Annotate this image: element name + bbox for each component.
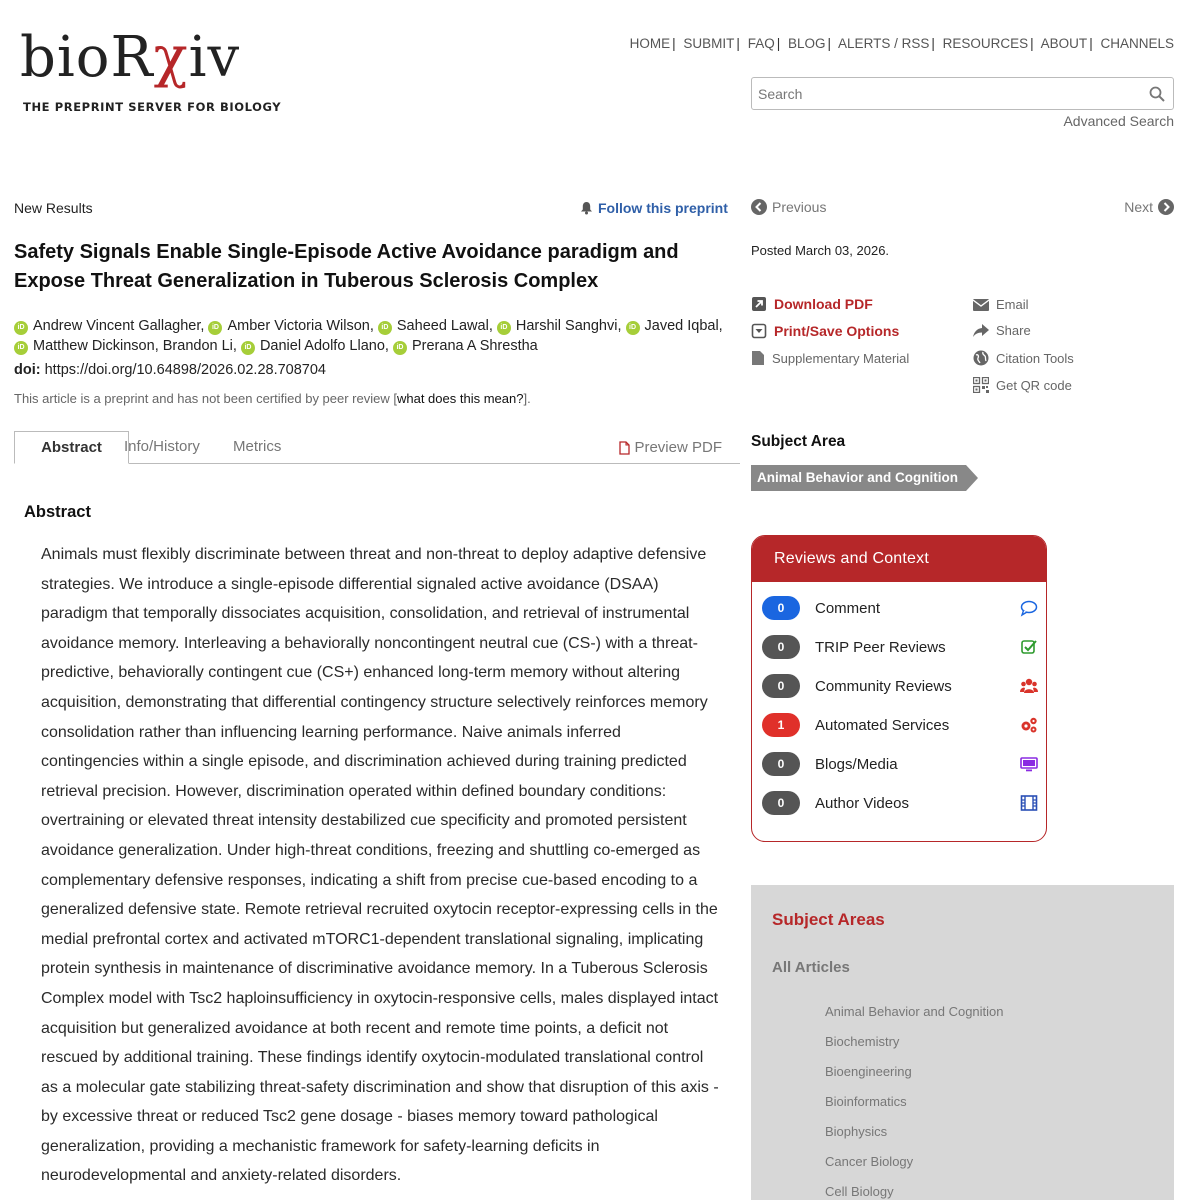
reviews-context-heading: Reviews and Context — [752, 536, 1046, 582]
all-articles-link[interactable]: All Articles — [772, 959, 850, 976]
comment-icon — [1020, 599, 1038, 617]
author-name[interactable]: Harshil Sanghvi — [515, 318, 618, 334]
citation-tools-link[interactable]: Citation Tools — [973, 350, 1074, 366]
reviews-context-panel — [751, 535, 1047, 842]
tab-abstract[interactable]: Abstract — [14, 431, 129, 464]
count-badge: 0 — [762, 791, 800, 815]
orcid-icon[interactable]: iD — [378, 321, 392, 335]
review-label: Blogs/Media — [815, 755, 898, 773]
qr-code-link[interactable]: Get QR code — [973, 377, 1072, 393]
orcid-icon[interactable]: iD — [626, 321, 640, 335]
subject-areas-heading: Subject Areas — [772, 910, 885, 929]
share-link[interactable]: Share — [973, 323, 1031, 338]
subject-area-heading: Subject Area — [751, 433, 846, 450]
subject-link[interactable]: Animal Behavior and Cognition — [825, 1004, 1004, 1019]
next-link[interactable] — [1124, 199, 1174, 215]
review-label: Automated Services — [815, 716, 950, 734]
subject-link[interactable]: Biophysics — [825, 1124, 888, 1139]
author-name[interactable]: Amber Victoria Wilson — [227, 318, 370, 334]
preprint-disclaimer: This article is a preprint and has not been certified by peer review [what does this mean?]. — [14, 391, 531, 406]
nav-blog[interactable]: BLOG — [788, 36, 826, 51]
orcid-icon[interactable]: iD — [497, 321, 511, 335]
previous-link[interactable] — [751, 199, 826, 215]
article-title: Safety Signals Enable Single-Episode Active Avoidance paradigm and Expose Threat Generalization in Tuberous Sclerosis Complex — [14, 241, 679, 292]
review-label: TRIP Peer Reviews — [815, 638, 946, 656]
review-row-community-reviews[interactable] — [762, 674, 1038, 698]
print-save-options-button[interactable]: Print/Save Options — [751, 323, 899, 339]
follow-label: Follow this preprint — [598, 200, 728, 216]
nav-alerts-rss[interactable]: ALERTS / RSS — [838, 36, 930, 51]
globe-icon — [973, 350, 989, 366]
follow-preprint-button[interactable] — [580, 200, 728, 216]
preview-pdf-link[interactable] — [619, 431, 722, 464]
biorxiv-logo[interactable] — [20, 25, 282, 114]
logo-tagline: THE PREPRINT SERVER FOR BIOLOGY — [23, 100, 282, 114]
envelope-icon — [973, 299, 989, 311]
search-box — [751, 77, 1174, 110]
abstract-text: Animals must flexibly discriminate between threat and non-threat to deploy adaptive defensive strategies. We introduce a single-episode differential signaled active avoidance (DSAA) paradigm that temporally dissociates acquisition, consolidation, and retrieval of instrumental avoidance memory. Interleaving a behaviorally noncontingent neutral cue (CS-) with a threat-predictive, behaviorally contingent cue (CS+) enhanced long-term memory without altering acquisition, demonstrating that differential contingency structure selectively reinforces memory consolidation rather than influencing learning performance. Naive animals inferred contingencies within a single episode, and discrimination achieved during training predicted retrieval precision. However, discrimination operated within defined boundary conditions: overtraining or elevated threat intensity destabilized cue specificity and promoted persistent avoidance generalization. Under high-threat conditions, freezing and shuttling co-emerged as complementary defensive responses, indicating a shift from precise cue-based encoding to a generalized defensive state. Remote retrieval recruited oxytocin receptor-expressing cells in the medial prefrontal cortex and activated mTORC1-dependent translational signaling, implicating protein synthesis in maintenance of discriminative avoidance memory. In a Tuberous Sclerosis Complex model with Tsc2 haploinsufficiency in oxytocin-responsive cells, males displayed intact acquisition but generalized avoidance at both recent and remote time points, a deficit not rescued by additional training. These findings identify oxytocin-modulated translational control as a molecular gate stabilizing threat-safety discrimination and show that disruption of this axis - by excessive threat or reduced Tsc2 gene dosage - biases memory toward pathological generalization, providing a mechanistic framework for safety-learning deficits in neurodevelopmental and anxiety-related disorders. — [41, 546, 719, 1185]
article-section-label: New Results — [14, 200, 93, 216]
orcid-icon[interactable]: iD — [208, 321, 222, 335]
review-label: Community Reviews — [815, 677, 952, 695]
subject-link[interactable]: Cell Biology — [825, 1184, 894, 1199]
previous-label: Previous — [772, 199, 827, 215]
count-badge: 0 — [762, 674, 800, 698]
preview-pdf-label: Preview PDF — [634, 439, 722, 456]
doi-line — [14, 362, 326, 378]
author-name[interactable]: Daniel Adolfo Llano — [259, 338, 385, 354]
orcid-icon[interactable]: iD — [241, 341, 255, 355]
orcid-icon[interactable]: iD — [393, 341, 407, 355]
arrow-left-circle-icon — [751, 199, 767, 215]
next-label: Next — [1124, 199, 1153, 215]
nav-home[interactable]: HOME — [629, 36, 671, 51]
review-row-trip-peer-reviews[interactable] — [762, 635, 1038, 659]
count-badge: 0 — [762, 752, 800, 776]
author-name[interactable]: Prerana A Shrestha — [411, 338, 538, 354]
author-list: iD Andrew Vincent Gallagher, iD Amber Victoria Wilson, iD Saheed Lawal, iD Harshil Sanghvi, iD Javed Iqbal, iD Matthew Dickinson, Brandon Li, iD Daniel Adolfo Llano, iD Prerana A Shrestha — [14, 316, 739, 356]
cogs-icon — [1020, 716, 1038, 734]
monitor-icon — [1020, 755, 1038, 773]
share-arrow-icon — [973, 324, 989, 338]
review-label: Comment — [815, 599, 881, 617]
subject-area-tag[interactable] — [751, 465, 978, 491]
download-pdf-button[interactable]: Download PDF — [751, 296, 873, 312]
users-icon — [1020, 677, 1038, 695]
advanced-search-link[interactable]: Advanced Search — [1063, 113, 1174, 129]
bell-icon — [580, 201, 593, 215]
subject-area-label: Animal Behavior and Cognition — [751, 465, 966, 491]
count-badge: 0 — [762, 596, 800, 620]
download-icon — [751, 296, 767, 312]
review-label: Author Videos — [815, 794, 909, 812]
doi-label: doi: — [14, 362, 41, 378]
qr-code-icon — [973, 377, 989, 393]
orcid-icon[interactable]: iD — [14, 321, 28, 335]
tab-metrics[interactable]: Metrics — [233, 438, 282, 455]
check-square-icon — [1020, 638, 1038, 656]
supplementary-material-link[interactable]: Supplementary Material — [751, 350, 909, 366]
posted-date: Posted March 03, 2026. — [751, 243, 890, 258]
author-name[interactable]: Andrew Vincent Gallagher — [33, 318, 201, 334]
abstract-heading: Abstract — [24, 503, 91, 521]
pdf-file-icon — [619, 441, 630, 455]
search-input[interactable] — [752, 78, 1132, 109]
film-icon — [1020, 794, 1038, 812]
top-navigation: HOME | SUBMIT | FAQ | BLOG | ALERTS / RSS | RESOURCES | ABOUT | CHANNELS — [629, 36, 1174, 51]
arrow-right-circle-icon — [1158, 199, 1174, 215]
orcid-icon[interactable]: iD — [14, 341, 28, 355]
count-badge: 0 — [762, 635, 800, 659]
review-row-author-videos[interactable] — [762, 791, 1038, 815]
logo-wordmark: bioRχiv — [20, 25, 241, 90]
author-name[interactable]: Brandon Li — [162, 338, 233, 354]
review-row-blogs-media[interactable] — [762, 752, 1038, 776]
doi-link[interactable]: https://doi.org/10.64898/2026.02.28.708704 — [44, 362, 326, 378]
author-name[interactable]: Saheed Lawal — [396, 318, 489, 334]
what-does-this-mean-link[interactable]: what does this mean? — [396, 391, 524, 406]
subject-link[interactable]: Cancer Biology — [825, 1154, 914, 1169]
email-link[interactable]: Email — [973, 297, 1029, 312]
file-icon — [751, 350, 765, 366]
chevron-down-square-icon — [751, 323, 767, 339]
review-row-automated-services[interactable] — [762, 713, 1038, 737]
subject-link[interactable]: Bioinformatics — [825, 1094, 907, 1109]
subject-areas-panel — [751, 885, 1174, 1200]
count-badge: 1 — [762, 713, 800, 737]
subject-link[interactable]: Biochemistry — [825, 1034, 900, 1049]
author-name[interactable]: Matthew Dickinson — [33, 338, 155, 354]
nav-channels[interactable]: CHANNELS — [1100, 36, 1174, 51]
nav-faq[interactable]: FAQ — [747, 36, 775, 51]
author-name[interactable]: Javed Iqbal — [644, 318, 719, 334]
nav-resources[interactable]: RESOURCES — [942, 36, 1029, 51]
search-icon[interactable] — [1149, 86, 1165, 102]
subject-link[interactable]: Bioengineering — [825, 1064, 912, 1079]
tag-arrow — [966, 465, 978, 491]
nav-submit[interactable]: SUBMIT — [683, 36, 735, 51]
review-row-comment[interactable] — [762, 596, 1038, 620]
article-tabs — [14, 431, 740, 464]
tab-info-history[interactable]: Info/History — [124, 438, 200, 455]
nav-about[interactable]: ABOUT — [1040, 36, 1088, 51]
